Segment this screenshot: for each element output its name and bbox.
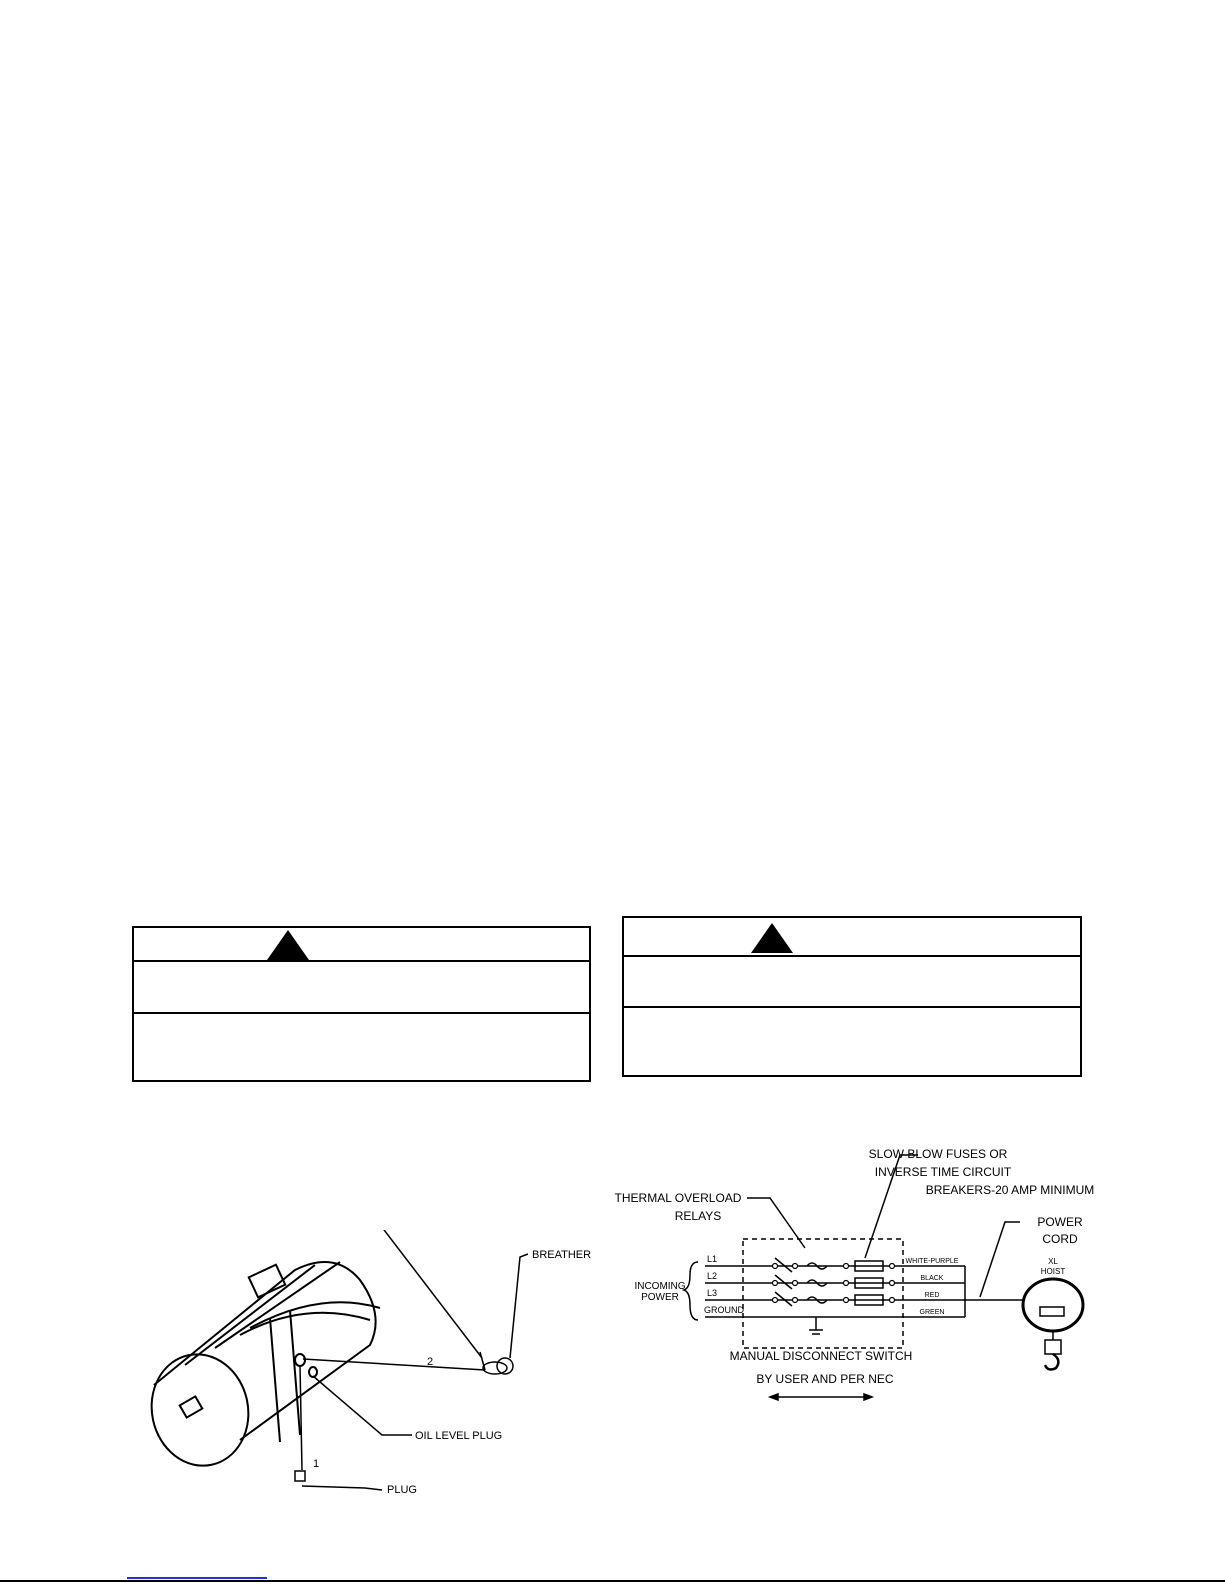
warning-signal-row — [624, 955, 1080, 1008]
incoming-power-line-2: POWER — [641, 1292, 679, 1303]
hoist-label-line-2: HOIST — [1040, 1267, 1066, 1276]
oil-level-port — [309, 1367, 317, 1377]
plug-label: PLUG — [387, 1484, 417, 1496]
thermal-note-line-2: RELAYS — [674, 1209, 722, 1223]
nameplate — [180, 1396, 203, 1417]
fuses-note-line-3: BREAKERS-20 AMP MINIMUM — [925, 1183, 1095, 1197]
warning-triangle-icon — [267, 930, 309, 960]
step-2-label: 2 — [427, 1356, 434, 1368]
wire-white-purple: WHITE-PURPLE — [905, 1258, 959, 1265]
step-1-label: 1 — [313, 1458, 320, 1470]
wire-black: BLACK — [920, 1275, 944, 1282]
power-cord-line-1: POWER — [1037, 1215, 1083, 1229]
thermal-note-line-1: THERMAL OVERLOAD — [614, 1191, 742, 1205]
warning-header — [624, 918, 1080, 957]
wire-red: RED — [924, 1292, 940, 1299]
disconnect-switch-box — [743, 1239, 903, 1348]
breather-label: BREATHER — [532, 1249, 592, 1261]
page-link-underline[interactable] — [127, 1577, 267, 1579]
line-l2-label: L2 — [707, 1271, 718, 1281]
warning-box-left — [132, 926, 591, 1082]
fuses-note-line-1: SLOW BLOW FUSES OR — [868, 1147, 1008, 1161]
fill-port — [295, 1354, 305, 1366]
caption-line-1: MANUAL DISCONNECT SWITCH — [729, 1349, 913, 1363]
wire-green: GREEN — [919, 1309, 945, 1316]
hoist-body — [1023, 1279, 1083, 1331]
oil-fill-illustration — [130, 1230, 600, 1505]
ground-label: GROUND — [704, 1305, 744, 1315]
warning-box-right — [622, 916, 1082, 1077]
hoist-label-line-1: XL — [1048, 1257, 1058, 1266]
warning-header — [134, 928, 589, 962]
line-l1-label: L1 — [707, 1254, 718, 1264]
warning-signal-row — [134, 960, 589, 1014]
oil-level-plug-label: OIL LEVEL PLUG — [415, 1430, 503, 1442]
power-cord-line-2: CORD — [1042, 1232, 1078, 1246]
caption-line-2: BY USER AND PER NEC — [756, 1372, 894, 1386]
fuses-note-line-2: INVERSE TIME CIRCUIT — [874, 1165, 1012, 1179]
hook-icon — [1045, 1354, 1058, 1369]
wiring-diagram — [610, 1140, 1120, 1410]
line-l3-label: L3 — [707, 1288, 718, 1298]
warning-triangle-icon — [751, 923, 793, 953]
footer-rule — [0, 1580, 1225, 1582]
incoming-power-line-1: INCOMING — [634, 1281, 686, 1292]
